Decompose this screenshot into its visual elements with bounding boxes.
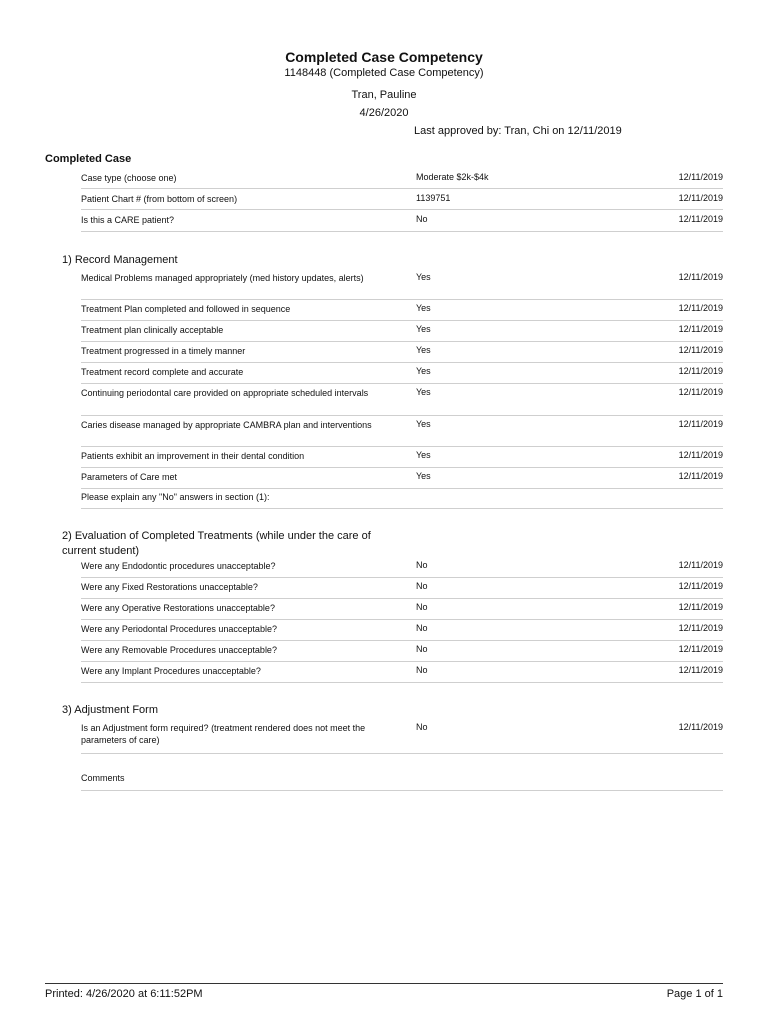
question: Treatment plan clinically acceptable	[81, 325, 224, 335]
answer-date: 12/11/2019	[678, 193, 723, 203]
answer: No	[416, 644, 428, 654]
table-row	[81, 619, 723, 641]
answer: No	[416, 665, 428, 675]
section-record-management-title: 1) Record Management	[62, 254, 178, 266]
answer: Yes	[416, 471, 431, 481]
question: Medical Problems managed appropriately (med history updates, alerts)	[81, 273, 364, 283]
table-row	[81, 717, 723, 754]
answer: Yes	[416, 272, 431, 282]
answer-date: 12/11/2019	[678, 722, 723, 732]
table-row	[81, 415, 723, 447]
section-completed-case-title: Completed Case	[45, 153, 132, 165]
question: Were any Implant Procedures unacceptable?	[81, 666, 261, 676]
answer-date: 12/11/2019	[678, 602, 723, 612]
answer: No	[416, 214, 428, 224]
table-row	[81, 640, 723, 662]
answer: No	[416, 602, 428, 612]
question: Were any Fixed Restorations unacceptable?	[81, 582, 258, 592]
question: Treatment record complete and accurate	[81, 367, 244, 377]
answer: No	[416, 722, 428, 732]
table-row	[81, 488, 723, 509]
question: Were any Removable Procedures unacceptable?	[81, 645, 277, 655]
answer-date: 12/11/2019	[678, 419, 723, 429]
question: Patients exhibit an improvement in their dental condition	[81, 451, 305, 461]
answer-date: 12/11/2019	[678, 387, 723, 397]
question: Please explain any "No" answers in section (1):	[81, 492, 270, 502]
answer-date: 12/11/2019	[678, 644, 723, 654]
report-title: Completed Case Competency	[285, 49, 483, 65]
answer-date: 12/11/2019	[678, 450, 723, 460]
question: Treatment Plan completed and followed in sequence	[81, 304, 291, 314]
answer-date: 12/11/2019	[678, 214, 723, 224]
answer-date: 12/11/2019	[678, 471, 723, 481]
answer: No	[416, 623, 428, 633]
table-row	[81, 661, 723, 683]
table-row	[81, 188, 723, 210]
answer: Yes	[416, 324, 431, 334]
answer-date: 12/11/2019	[678, 345, 723, 355]
patient-name: Tran, Pauline	[351, 89, 417, 101]
answer: Yes	[416, 303, 431, 313]
table-row	[81, 753, 723, 791]
answer-date: 12/11/2019	[678, 581, 723, 591]
table-row	[81, 299, 723, 321]
answer: Yes	[416, 450, 431, 460]
answer-date: 12/11/2019	[678, 366, 723, 376]
question: Were any Endodontic procedures unacceptable?	[81, 561, 276, 571]
question: Parameters of Care met	[81, 472, 178, 482]
question: Is this a CARE patient?	[81, 215, 175, 225]
report-date: 4/26/2020	[359, 107, 409, 119]
section-adjustment-title: 3) Adjustment Form	[62, 704, 158, 716]
answer-date: 12/11/2019	[678, 172, 723, 182]
question: Is an Adjustment form required? (treatment rendered does not meet the parameters of care)	[81, 723, 366, 745]
table-row	[81, 467, 723, 489]
table-row	[81, 383, 723, 416]
answer: No	[416, 560, 428, 570]
answer: 1139751	[416, 193, 451, 203]
question: Patient Chart # (from bottom of screen)	[81, 194, 238, 204]
footer-divider	[45, 983, 723, 984]
answer: Yes	[416, 387, 431, 397]
table-row	[81, 362, 723, 384]
answer: Moderate $2k-$4k	[416, 172, 489, 182]
table-row	[81, 209, 723, 232]
answer: Yes	[416, 345, 431, 355]
answer: Yes	[416, 419, 431, 429]
answer-date: 12/11/2019	[678, 623, 723, 633]
answer-date: 12/11/2019	[678, 560, 723, 570]
answer-date: 12/11/2019	[678, 303, 723, 313]
question: Case type (choose one)	[81, 173, 177, 183]
answer-date: 12/11/2019	[678, 272, 723, 282]
answer-date: 12/11/2019	[678, 665, 723, 675]
table-row	[81, 267, 723, 300]
page-number: Page 1 of 1	[666, 988, 723, 1000]
last-approved: Last approved by: Tran, Chi on 12/11/2019	[414, 125, 622, 137]
table-row	[81, 446, 723, 468]
table-row	[81, 320, 723, 342]
report-subtitle: 1148448 (Completed Case Competency)	[284, 67, 484, 79]
table-row	[81, 598, 723, 620]
table-row	[81, 167, 723, 189]
answer: Yes	[416, 366, 431, 376]
question: Continuing periodontal care provided on appropriate scheduled intervals	[81, 388, 369, 398]
question: Caries disease managed by appropriate CAMBRA plan and interventions	[81, 420, 372, 430]
answer: No	[416, 581, 428, 591]
section-evaluation-title: 2) Evaluation of Completed Treatments (while under the care of current student)	[62, 530, 371, 557]
table-row	[81, 577, 723, 599]
question: Were any Operative Restorations unacceptable?	[81, 603, 275, 613]
comments-label: Comments	[81, 773, 125, 783]
question: Treatment progressed in a timely manner	[81, 346, 246, 356]
printed-timestamp: Printed: 4/26/2020 at 6:11:52PM	[45, 988, 203, 1000]
answer-date: 12/11/2019	[678, 324, 723, 334]
table-row	[81, 341, 723, 363]
table-row	[81, 556, 723, 578]
question: Were any Periodontal Procedures unacceptable?	[81, 624, 277, 634]
